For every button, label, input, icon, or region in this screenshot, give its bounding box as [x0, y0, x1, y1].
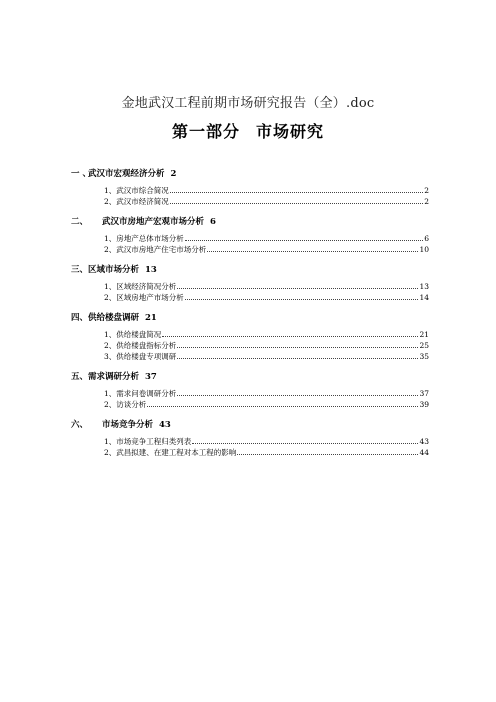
dot-leader — [177, 281, 418, 289]
part-title-number: 第一部分 — [171, 122, 240, 141]
toc-section-page: 6 — [210, 217, 216, 227]
toc-section-title: 市场竞争分析 — [102, 420, 154, 430]
toc-entry[interactable] — [104, 340, 429, 351]
toc-entry-page: 2 — [424, 186, 429, 195]
toc-section-title: 武汉市宏观经济分析 — [88, 169, 165, 179]
toc-section — [71, 371, 429, 410]
toc-entry[interactable] — [104, 281, 429, 292]
toc-section-heading[interactable] — [71, 168, 429, 181]
toc-section-number: 一 、 — [71, 169, 91, 179]
toc-section — [71, 168, 429, 207]
dot-leader — [207, 244, 418, 252]
toc-entry-label: 2、武汉市经济简况 — [104, 197, 169, 206]
toc-section-title: 武汉市房地产宏观市场分析 — [102, 217, 205, 227]
toc-entry[interactable] — [104, 292, 429, 303]
toc-entry-label: 1、需求问卷调研分析 — [104, 389, 177, 398]
toc-section-number: 二、 — [71, 217, 89, 227]
toc-section — [71, 312, 429, 362]
toc-section-title: 供给楼盘调研 — [88, 313, 140, 323]
toc-section-title: 需求调研分析 — [88, 372, 140, 382]
toc-section-heading[interactable] — [71, 371, 429, 384]
toc-section-heading[interactable] — [71, 264, 429, 277]
dot-leader — [185, 233, 423, 241]
toc-section-page: 21 — [145, 313, 157, 323]
dot-leader — [192, 436, 418, 444]
toc-entry-page: 43 — [419, 437, 429, 446]
toc-section-number: 五、 — [71, 372, 89, 382]
toc-entry-label: 1、房地产总体市场分析 — [104, 234, 184, 243]
table-of-contents — [71, 168, 429, 467]
toc-entry-label: 1、区域经济简况分析 — [104, 282, 177, 291]
toc-entry[interactable] — [104, 233, 429, 244]
toc-section-heading[interactable] — [71, 216, 429, 229]
toc-entry-label: 3、供给楼盘专项调研 — [104, 352, 177, 361]
toc-entry-page: 2 — [424, 197, 429, 206]
toc-section-page: 13 — [145, 265, 157, 275]
toc-entry[interactable] — [104, 196, 429, 207]
part-title-name: 市场研究 — [256, 122, 325, 141]
toc-entry-page: 39 — [419, 400, 429, 409]
toc-entry[interactable] — [104, 185, 429, 196]
toc-entry-page: 13 — [419, 282, 429, 291]
dot-leader — [147, 399, 418, 407]
toc-section-number: 四、 — [71, 313, 89, 323]
dot-leader — [162, 329, 418, 337]
dot-leader — [170, 185, 423, 193]
dot-leader — [177, 351, 418, 359]
toc-entry-label: 1、武汉市综合简况 — [104, 186, 169, 195]
dot-leader — [177, 388, 418, 396]
toc-entry[interactable] — [104, 399, 429, 410]
toc-entry-label: 1、市场竞争工程归类列表 — [104, 437, 192, 446]
toc-entry-page: 44 — [419, 448, 429, 457]
toc-entry-page: 14 — [419, 293, 429, 302]
toc-section-number: 三、 — [71, 265, 89, 275]
toc-entry[interactable] — [104, 388, 429, 399]
toc-section — [71, 419, 429, 458]
toc-section-title: 区域市场分析 — [88, 265, 140, 275]
dot-leader — [170, 196, 423, 204]
toc-entry[interactable] — [104, 436, 429, 447]
dot-leader — [237, 447, 418, 455]
toc-section-page: 2 — [170, 169, 177, 179]
toc-entry-label: 2、访谈分析 — [104, 400, 147, 409]
toc-entry-label: 2、区域房地产市场分析 — [104, 293, 184, 302]
document-filename: 金地武汉工程前期市场研究报告（全）.doc — [121, 96, 375, 111]
dot-leader — [185, 292, 419, 300]
toc-entry-page: 37 — [419, 389, 429, 398]
toc-entry-label: 1、供给楼盘简况 — [104, 330, 162, 339]
toc-entry[interactable] — [104, 447, 429, 458]
toc-entry-page: 21 — [419, 330, 429, 339]
toc-entry-label: 2、武汉市房地产住宅市场分析 — [104, 245, 207, 254]
toc-section — [71, 216, 429, 255]
toc-section-page: 43 — [159, 420, 171, 430]
toc-entry-label: 2、武昌拟建、在建工程对本工程的影响 — [104, 448, 237, 457]
dot-leader — [177, 340, 418, 348]
part-title — [0, 119, 496, 142]
toc-entry[interactable] — [104, 244, 429, 255]
toc-section-heading[interactable] — [71, 312, 429, 325]
toc-entry-page: 6 — [424, 234, 429, 243]
toc-section-page: 37 — [145, 372, 157, 382]
toc-entry-page: 35 — [419, 352, 429, 361]
toc-section-number: 六、 — [71, 420, 89, 430]
toc-section — [71, 264, 429, 303]
toc-entry-page: 25 — [419, 341, 429, 350]
toc-entry[interactable] — [104, 351, 429, 362]
toc-entry-page: 10 — [419, 245, 429, 254]
toc-entry-label: 2、供给楼盘指标分析 — [104, 341, 177, 350]
toc-entry[interactable] — [104, 329, 429, 340]
toc-section-heading[interactable] — [71, 419, 429, 432]
